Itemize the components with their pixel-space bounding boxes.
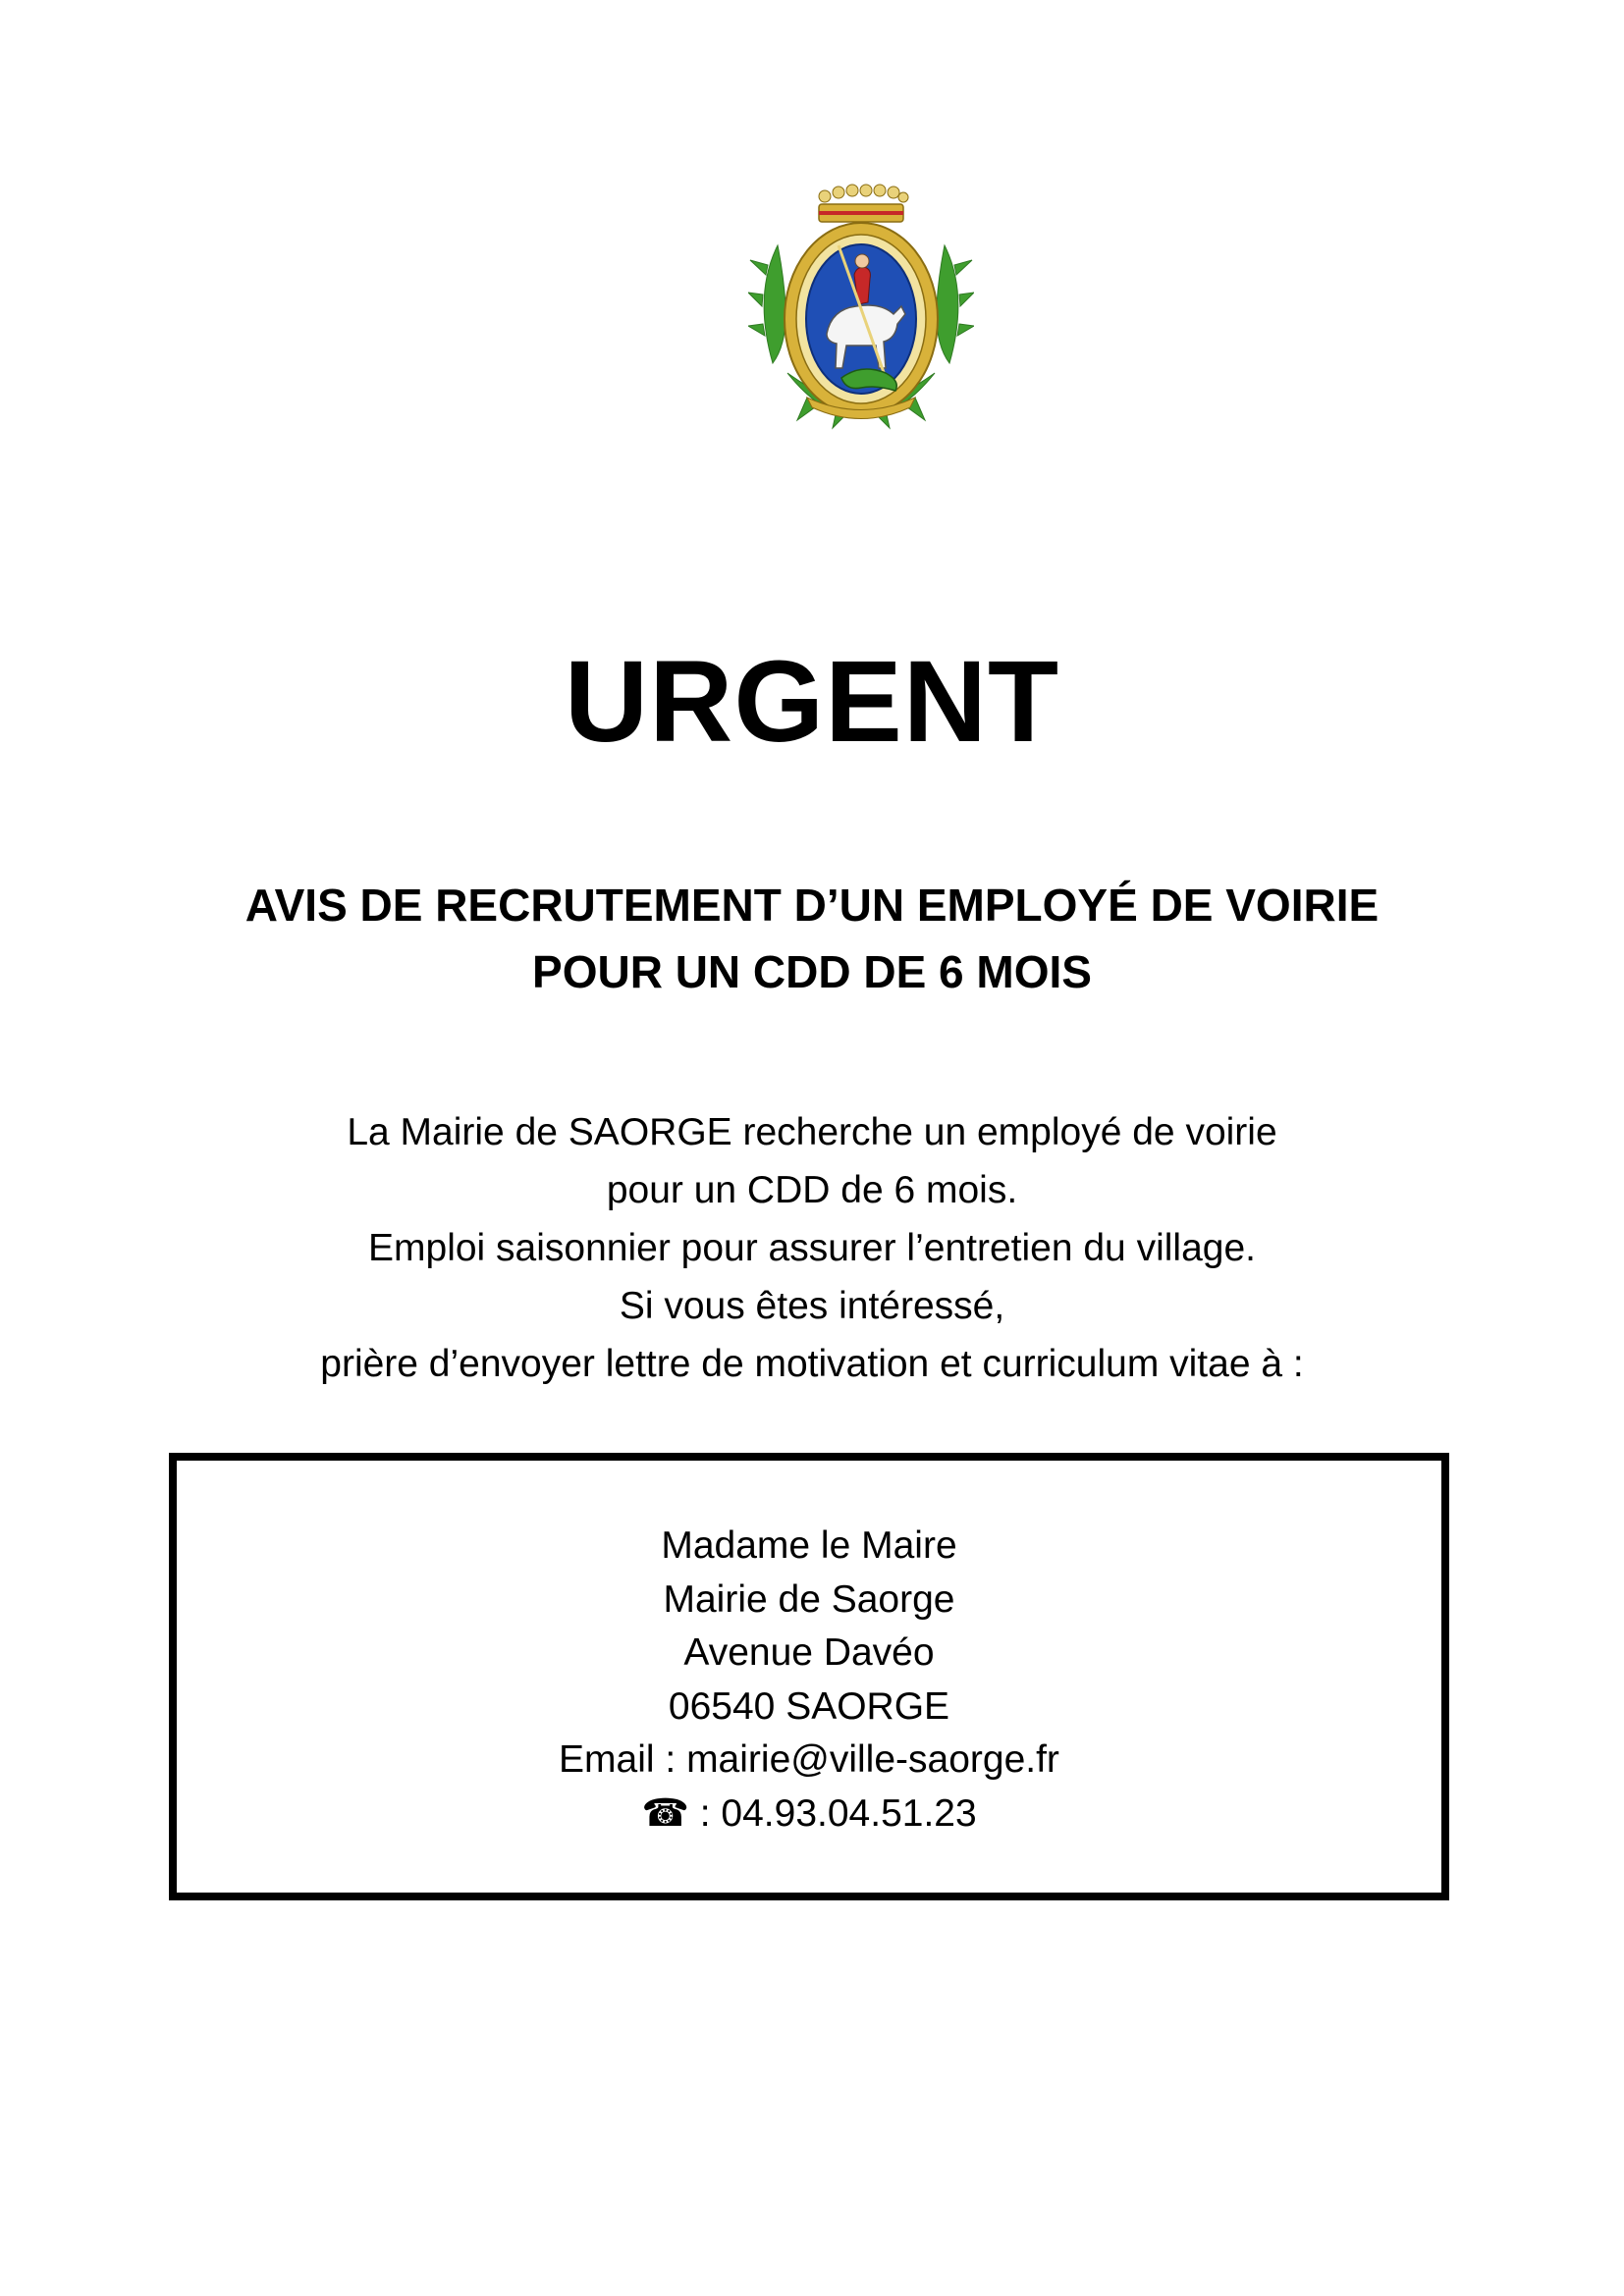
body-line: Emploi saisonnier pour assurer l’entretien du village. [368, 1227, 1256, 1269]
address-city: 06540 SAORGE [668, 1684, 950, 1728]
page-title: URGENT [564, 637, 1060, 767]
address-lines [177, 1520, 1441, 1841]
coat-of-arms-icon [748, 177, 974, 430]
phone-number: : 04.93.04.51.23 [688, 1791, 977, 1835]
address-box [169, 1453, 1449, 1900]
address-office: Mairie de Saorge [663, 1577, 955, 1621]
phone-icon: ☎ [641, 1791, 689, 1835]
address-street: Avenue Davéo [683, 1631, 935, 1674]
notice-body [0, 1103, 1624, 1393]
body-line: Si vous êtes intéressé, [619, 1285, 1005, 1327]
address-recipient: Madame le Maire [661, 1524, 957, 1567]
address-email[interactable]: Email : mairie@ville-saorge.fr [559, 1738, 1059, 1781]
body-line: prière d’envoyer lettre de motivation et curriculum vitae à : [320, 1343, 1304, 1385]
body-line: La Mairie de SAORGE recherche un employé de voirie [347, 1111, 1277, 1153]
body-line: pour un CDD de 6 mois. [606, 1169, 1018, 1211]
notice-subtitle [0, 872, 1624, 1005]
address-phone[interactable] [177, 1788, 1441, 1842]
subtitle-line: AVIS DE RECRUTEMENT D’UN EMPLOYÉ DE VOIRIE [244, 880, 1380, 931]
subtitle-line: POUR UN CDD DE 6 MOIS [532, 946, 1092, 997]
